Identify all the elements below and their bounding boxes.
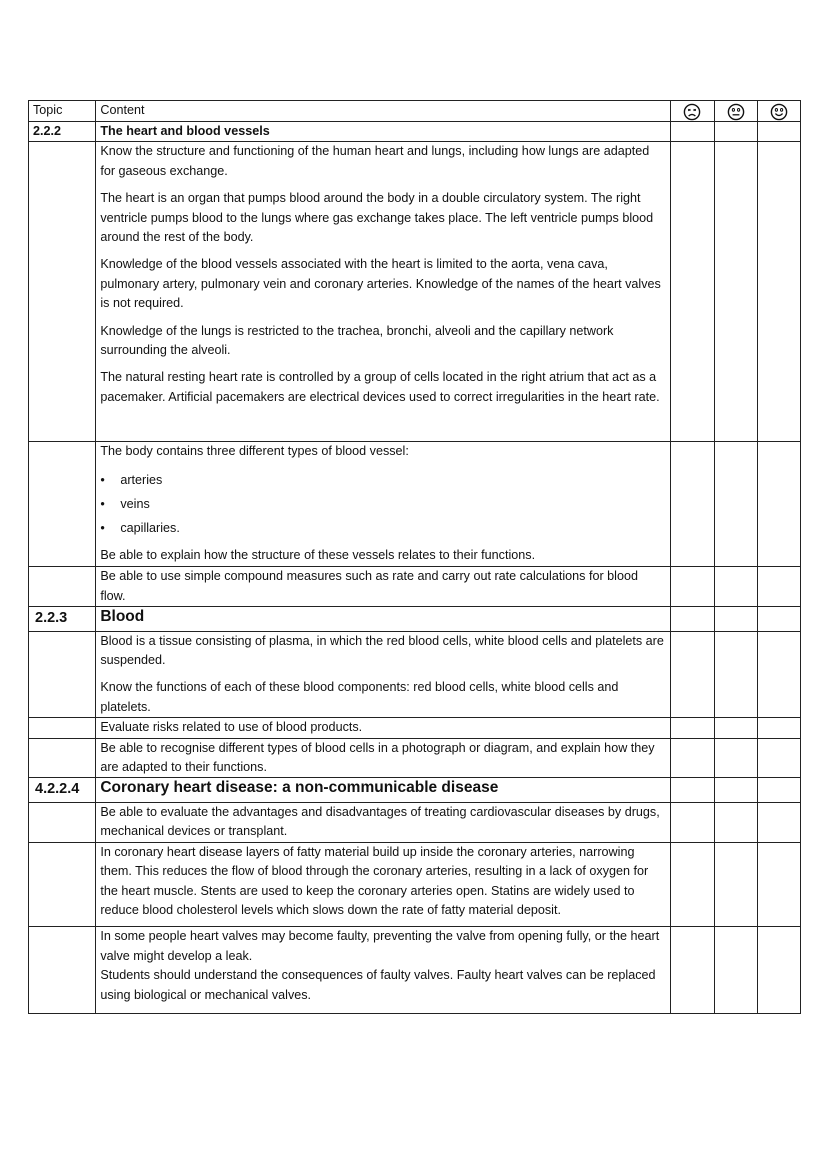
sad-checkbox[interactable] bbox=[671, 631, 714, 718]
happy-checkbox[interactable] bbox=[757, 718, 800, 738]
section-title: Coronary heart disease: a non-communicable disease bbox=[96, 778, 671, 802]
content-paragraph: Knowledge of the blood vessels associated with the heart is limited to the aorta, vena cava, pulmonary artery, pulmonary vein and coronary arteries. Knowledge of the names of the heart valves is not required. bbox=[100, 257, 661, 311]
neutral-checkbox[interactable] bbox=[714, 142, 757, 442]
sad-checkbox[interactable] bbox=[671, 778, 714, 802]
content-paragraph: Be able to explain how the structure of these vessels relates to their functions. bbox=[100, 547, 536, 562]
sad-checkbox[interactable] bbox=[671, 738, 714, 778]
content-cell: Evaluate risks related to use of blood products. bbox=[96, 718, 671, 738]
neutral-checkbox[interactable] bbox=[714, 927, 757, 1014]
content-paragraph: In some people heart valves may become faulty, preventing the valve from opening fully, or the heart valve might develop a leak. bbox=[100, 929, 660, 963]
content-cell: Be able to use simple compound measures such as rate and carry out rate calculations for blood flow. bbox=[96, 567, 671, 607]
sad-checkbox[interactable] bbox=[671, 718, 714, 738]
happy-checkbox[interactable] bbox=[757, 842, 800, 927]
content-row bbox=[29, 842, 801, 927]
list-item: • veins bbox=[100, 492, 666, 516]
content-cell bbox=[96, 442, 671, 567]
topic-cell bbox=[29, 631, 96, 718]
header-row bbox=[29, 101, 801, 122]
content-cell: In coronary heart disease layers of fatty material build up inside the coronary arteries, narrowing them. This reduces the flow of blood through the coronary arteries, resulting in a lack of oxygen for the heart muscle. Stents are used to keep the coronary arteries open. Statins are widely used to reduce blood cholesterol levels which slows down the rate of fatty material deposit. bbox=[96, 842, 671, 927]
content-paragraph: Know the functions of each of these blood components: red blood cells, white blood cells and platelets. bbox=[100, 680, 619, 714]
section-title-row bbox=[29, 778, 801, 802]
content-row bbox=[29, 927, 801, 1014]
topic-cell bbox=[29, 442, 96, 567]
neutral-checkbox[interactable] bbox=[714, 631, 757, 718]
checklist-table bbox=[28, 100, 801, 1014]
happy-checkbox[interactable] bbox=[757, 631, 800, 718]
section-title: The heart and blood vessels bbox=[96, 122, 671, 142]
content-cell bbox=[96, 927, 671, 1014]
section-title-row bbox=[29, 607, 801, 631]
sad-checkbox[interactable] bbox=[671, 442, 714, 567]
sad-checkbox[interactable] bbox=[671, 142, 714, 442]
neutral-checkbox[interactable] bbox=[714, 607, 757, 631]
topic-code: 4.2.2.4 bbox=[29, 778, 96, 802]
happy-checkbox[interactable] bbox=[757, 567, 800, 607]
content-paragraph: Blood is a tissue consisting of plasma, in which the red blood cells, white blood cells and platelets are suspended. bbox=[100, 633, 664, 668]
neutral-checkbox[interactable] bbox=[714, 122, 757, 142]
neutral-checkbox[interactable] bbox=[714, 718, 757, 738]
happy-checkbox[interactable] bbox=[757, 142, 800, 442]
sad-checkbox[interactable] bbox=[671, 567, 714, 607]
content-cell: Be able to recognise different types of blood cells in a photograph or diagram, and explain how they are adapted to their functions. bbox=[96, 738, 671, 778]
content-row bbox=[29, 442, 801, 567]
happy-face-header bbox=[757, 101, 800, 122]
content-row bbox=[29, 631, 801, 718]
content-cell bbox=[96, 142, 671, 442]
happy-checkbox[interactable] bbox=[757, 607, 800, 631]
content-row bbox=[29, 142, 801, 442]
content-row bbox=[29, 567, 801, 607]
happy-face-icon bbox=[770, 103, 788, 121]
sad-face-header bbox=[671, 101, 714, 122]
topic-cell bbox=[29, 142, 96, 442]
vessel-list bbox=[100, 468, 666, 540]
content-header: Content bbox=[96, 101, 671, 122]
sad-face-icon bbox=[683, 103, 701, 121]
topic-cell bbox=[29, 738, 96, 778]
neutral-checkbox[interactable] bbox=[714, 842, 757, 927]
topic-cell bbox=[29, 802, 96, 842]
happy-checkbox[interactable] bbox=[757, 802, 800, 842]
topic-cell bbox=[29, 842, 96, 927]
topic-cell bbox=[29, 567, 96, 607]
section-title: Blood bbox=[96, 607, 671, 631]
content-row bbox=[29, 738, 801, 778]
sad-checkbox[interactable] bbox=[671, 802, 714, 842]
happy-checkbox[interactable] bbox=[757, 738, 800, 778]
happy-checkbox[interactable] bbox=[757, 927, 800, 1014]
happy-checkbox[interactable] bbox=[757, 442, 800, 567]
topic-code: 2.2.3 bbox=[29, 607, 96, 631]
content-paragraph: The body contains three different types of blood vessel: bbox=[100, 444, 409, 459]
sad-checkbox[interactable] bbox=[671, 842, 714, 927]
content-row bbox=[29, 718, 801, 738]
content-paragraph: The natural resting heart rate is controlled by a group of cells located in the right atrium that act as a pacemaker. Artificial pacemakers are electrical devices used to correct irregularities in the heart rate. bbox=[100, 370, 660, 404]
list-item: • capillaries. bbox=[100, 516, 666, 540]
sad-checkbox[interactable] bbox=[671, 122, 714, 142]
topic-code: 2.2.2 bbox=[29, 122, 96, 142]
sad-checkbox[interactable] bbox=[671, 927, 714, 1014]
content-row bbox=[29, 802, 801, 842]
happy-checkbox[interactable] bbox=[757, 778, 800, 802]
neutral-checkbox[interactable] bbox=[714, 442, 757, 567]
neutral-face-icon bbox=[727, 103, 745, 121]
topic-cell bbox=[29, 718, 96, 738]
neutral-checkbox[interactable] bbox=[714, 778, 757, 802]
content-paragraph: Students should understand the consequences of faulty valves. Faulty heart valves can be replaced using biological or mechanical valves. bbox=[100, 968, 656, 1002]
section-title-row bbox=[29, 122, 801, 142]
neutral-checkbox[interactable] bbox=[714, 802, 757, 842]
sad-checkbox[interactable] bbox=[671, 607, 714, 631]
list-item: • arteries bbox=[100, 468, 666, 492]
topic-cell bbox=[29, 927, 96, 1014]
neutral-face-header bbox=[714, 101, 757, 122]
content-paragraph: Knowledge of the lungs is restricted to the trachea, bronchi, alveoli and the capillary network surrounding the alveoli. bbox=[100, 323, 614, 358]
neutral-checkbox[interactable] bbox=[714, 567, 757, 607]
neutral-checkbox[interactable] bbox=[714, 738, 757, 778]
content-paragraph: Know the structure and functioning of the human heart and lungs, including how lungs are adapted for gaseous exchange. bbox=[100, 144, 650, 178]
content-paragraph: The heart is an organ that pumps blood around the body in a double circulatory system. The right ventricle pumps blood to the lungs where gas exchange takes place. The left ventricle pumps blood around the rest of the body. bbox=[100, 191, 654, 245]
topic-header: Topic bbox=[29, 101, 96, 122]
content-cell bbox=[96, 631, 671, 718]
content-cell: Be able to evaluate the advantages and disadvantages of treating cardiovascular diseases by drugs, mechanical devices or transplant. bbox=[96, 802, 671, 842]
happy-checkbox[interactable] bbox=[757, 122, 800, 142]
